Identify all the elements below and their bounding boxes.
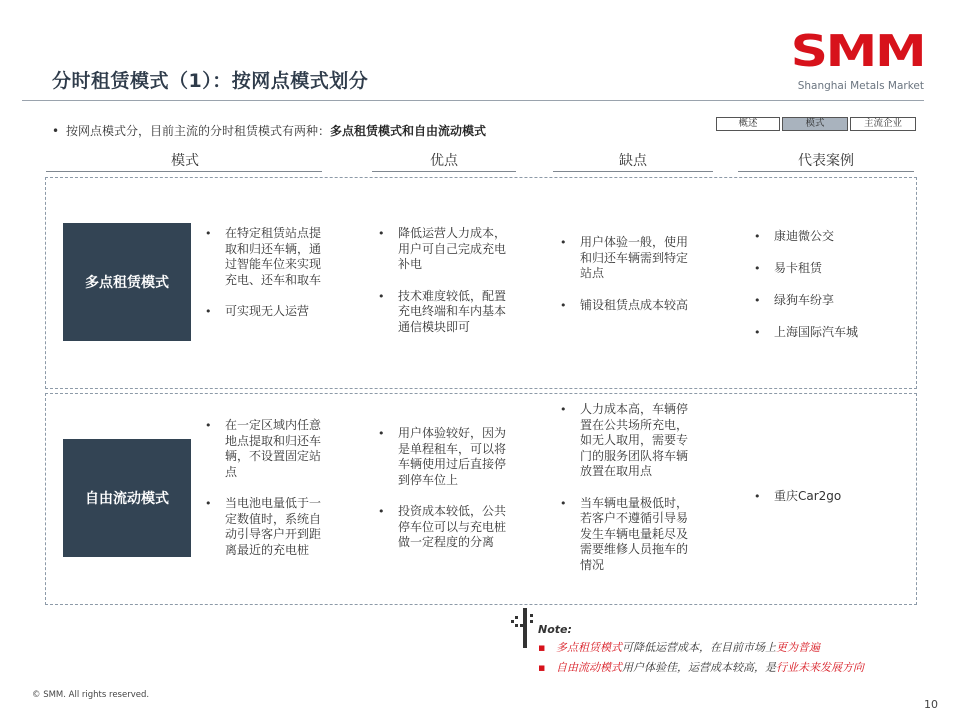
intro-bullet xyxy=(52,122,486,139)
nav-tab-companies[interactable]: 主流企业 xyxy=(850,117,916,131)
column-rule xyxy=(46,171,322,172)
pros-list-b xyxy=(376,226,516,351)
pros-list-b xyxy=(376,426,516,567)
smm-logo: SMM xyxy=(790,26,924,77)
list-item: • 投资成本较低，公共停车位可以与充电桩做一定程度的分离 xyxy=(376,504,516,551)
list-item: • 康迪微公交 xyxy=(752,228,912,245)
intro-emphasis: 多点租赁模式和自由流动模式 xyxy=(330,124,487,138)
list-item: • 绿狗车纷享 xyxy=(752,292,912,309)
list-item: • 可实现无人运营 xyxy=(203,304,327,320)
list-item: • 技术难度较低，配置充电终端和车内基本通信模块即可 xyxy=(376,289,516,336)
column-rule xyxy=(738,171,914,172)
list-item: • 重庆Car2go xyxy=(752,489,912,505)
list-item: • 在特定租赁站点提取和归还车辆，通过智能车位来实现充电、还车和取车 xyxy=(203,226,327,288)
nav-tab-mode[interactable]: 模式 xyxy=(782,117,848,131)
list-item: • 上海国际汽车城 xyxy=(752,324,912,341)
nav-tab-overview[interactable]: 概述 xyxy=(716,117,780,131)
cons-list xyxy=(558,402,698,589)
cases-list xyxy=(752,489,912,521)
pros-list-a xyxy=(203,226,327,336)
note-decoration-icon xyxy=(503,606,539,650)
column-rule xyxy=(372,171,516,172)
cons-list xyxy=(558,235,698,329)
mode-box-multipoint: 多点租赁模式 xyxy=(63,223,191,341)
list-item: • 在一定区域内任意地点提取和归还车辆，不设置固定站点 xyxy=(203,418,327,480)
copyright: © SMM. All rights reserved. xyxy=(32,690,150,700)
list-item: • 降低运营人力成本，用户可自己完成充电补电 xyxy=(376,226,516,273)
intro-prefix: 按网点模式分，目前主流的分时租赁模式有两种： xyxy=(66,124,331,138)
logo-subtitle: Shanghai Metals Market xyxy=(797,80,924,92)
column-header-cases: 代表案例 xyxy=(798,153,854,169)
list-item: • 人力成本高，车辆停置在公共场所充电，如无人取用，需要专门的服务团队将车辆放置在取用点 xyxy=(558,402,698,480)
column-header-cons: 缺点 xyxy=(619,153,647,169)
title-divider xyxy=(22,100,924,101)
note-bullet: ▪ xyxy=(538,641,546,654)
note-bullet: ▪ xyxy=(538,661,546,674)
cases-list xyxy=(752,228,912,356)
list-item: • 铺设租赁点成本较高 xyxy=(558,298,698,314)
list-item: • 用户体验一般，使用和归还车辆需到特定站点 xyxy=(558,235,698,282)
mode-box-freefloat: 自由流动模式 xyxy=(63,439,191,557)
note-title: Note: xyxy=(538,623,572,636)
pros-list-a xyxy=(203,418,327,574)
column-rule xyxy=(553,171,713,172)
list-item: • 易卡租赁 xyxy=(752,260,912,277)
list-item: • 当车辆电量极低时，若客户不遵循引导易发生车辆电量耗尽及需要维修人员拖车的情况 xyxy=(558,496,698,574)
column-header-pros: 优点 xyxy=(430,153,458,169)
page-title: 分时租赁模式（1）：按网点模式划分 xyxy=(52,70,369,92)
list-item: • 当电池电量低于一定数值时，系统自动引导客户开到距离最近的充电桩 xyxy=(203,496,327,558)
column-header-mode: 模式 xyxy=(171,153,199,169)
note-item: ▪ 自由流动模式用户体验佳，运营成本较高，是行业未来发展方向 xyxy=(538,661,864,674)
page-number: 10 xyxy=(924,698,938,711)
bullet-dot: • xyxy=(52,124,60,138)
list-item: • 用户体验较好，因为是单程租车，可以将车辆使用过后直接停到停车位上 xyxy=(376,426,516,488)
note-item: ▪ 多点租赁模式可降低运营成本，在目前市场上更为普遍 xyxy=(538,641,820,654)
